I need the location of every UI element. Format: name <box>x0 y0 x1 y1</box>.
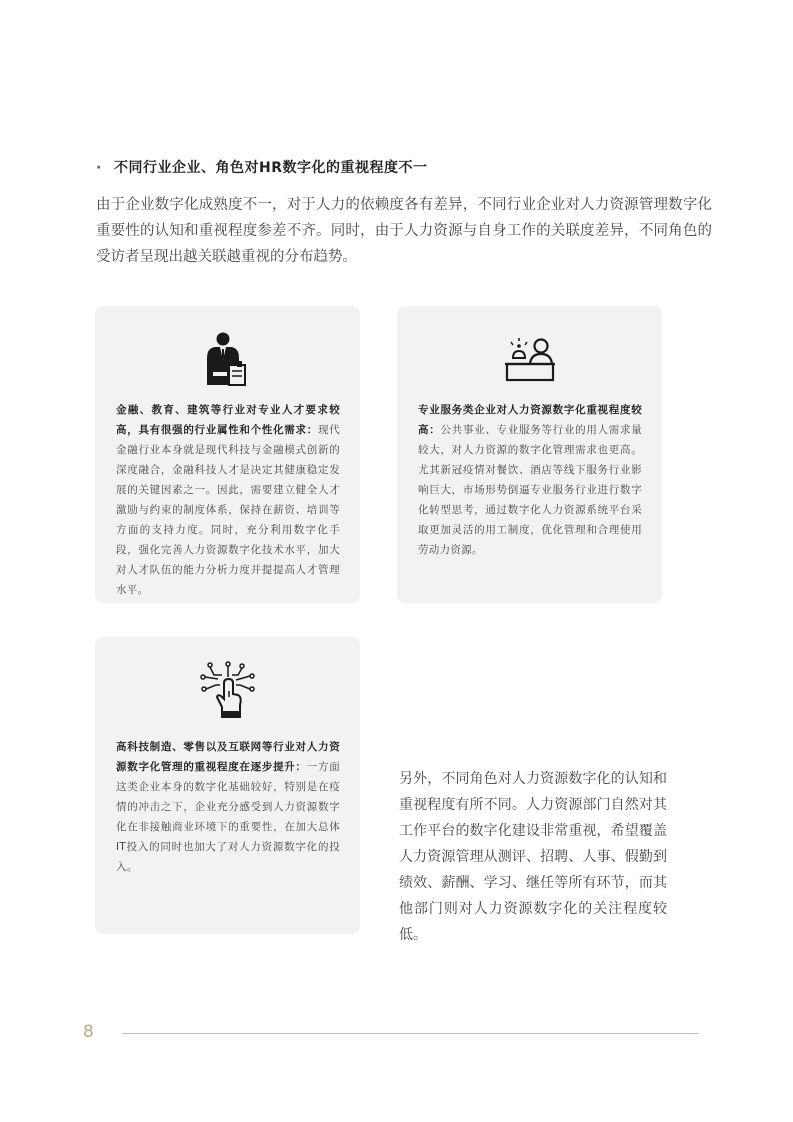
card-text <box>418 400 642 560</box>
section-heading <box>96 157 716 177</box>
digital-touch-icon <box>200 661 256 719</box>
intro-paragraph: 由于企业数字化成熟度不一，对于人力的依赖度各有差异，不同行业企业对人力资源管理数字化重要性的认知和重视程度参差不齐。同时，由于人力资源与自身工作的关联度差异，不同角色的受访者呈现出越关联越重视的分布趋势。 <box>96 197 712 265</box>
heading-title: 不同行业企业、角色对HR数字化的重视程度不一 <box>114 160 428 176</box>
card-lead: 高科技制造、零售以及互联网等行业对人力资源数字化管理的重视程度在逐步提升： <box>116 741 340 773</box>
card-lead: 专业服务类企业对人力资源数字化重视程度较高： <box>418 404 642 436</box>
card-body: 公共事业、专业服务等行业的用人需求量较大，对人力资源的数字化管理需求也更高。尤其新冠疫情对餐饮、酒店等线下服务行业影响巨大，市场形势倒逼专业服务行业进行数字化转型思考，通过数字化人力资源系统平台采取更加灵活的用工制度，优化管理和合理使用劳动力资源。 <box>418 424 642 556</box>
card-hightech-retail <box>95 637 360 934</box>
card-text <box>116 400 340 600</box>
card-text <box>116 737 340 877</box>
card-professional-services <box>397 306 662 603</box>
reception-desk-icon <box>503 336 557 382</box>
card-body: 现代金融行业本身就是现代科技与金融模式创新的深度融合，金融科技人才是决定其健康稳定发展的关键因素之一。因此，需要建立健全人才激励与约束的制度体系，保持在薪资、培训等方面的支持力度。同时，充分利用数字化手段，强化完善人力资源数字化技术水平，加大对人才队伍的能力分析力度并提提高人才管理水平。 <box>116 424 340 596</box>
footer-divider <box>122 1033 699 1034</box>
card-finance-education <box>95 306 360 603</box>
card-body: 一方面这类企业本身的数字化基础较好，特别是在疫情的冲击之下，企业充分感受到人力资源数字化在非接触商业环境下的重要性，在加大总体IT投入的同时也加大了对人力资源数字化的投入。 <box>116 761 340 873</box>
card-lead: 金融、教育、建筑等行业对专业人才要求较高，具有很强的行业属性和个性化需求： <box>116 404 340 436</box>
businessman-icon <box>203 332 253 386</box>
heading-bullet: · <box>96 160 102 176</box>
side-paragraph: 另外，不同角色对人力资源数字化的认知和重视程度有所不同。人力资源部门自然对其工作平台的数字化建设非常重视，希望覆盖人力资源管理从测评、招聘、人事、假勤到绩效、薪酬、学习、继任等所有环节，而其他部门则对人力资源数字化的关注程度较低。 <box>399 771 667 943</box>
page-number: 8 <box>83 1022 94 1042</box>
